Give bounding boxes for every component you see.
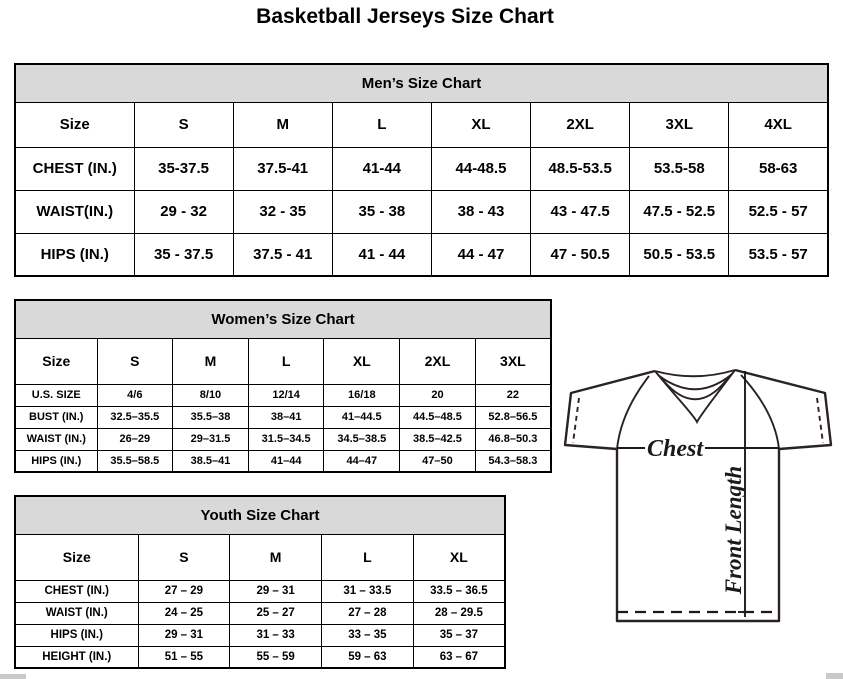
column-header: 3XL xyxy=(630,102,729,147)
table-cell: 38.5–42.5 xyxy=(400,428,476,450)
jersey-outline-path xyxy=(565,370,831,621)
table-cell: 50.5 - 53.5 xyxy=(630,233,729,276)
column-header: S xyxy=(97,338,173,384)
jersey-diagram xyxy=(563,360,839,626)
column-header: L xyxy=(322,534,414,580)
table-cell: 38 - 43 xyxy=(431,190,530,233)
table-cell: 35 - 38 xyxy=(332,190,431,233)
table-cell: 22 xyxy=(475,384,551,406)
womens-size-table xyxy=(14,299,552,473)
table-cell: 47 - 50.5 xyxy=(531,233,630,276)
column-header: M xyxy=(230,534,322,580)
page-title: Basketball Jerseys Size Chart xyxy=(256,5,554,28)
table-row xyxy=(15,624,505,646)
table-cell: 4/6 xyxy=(97,384,173,406)
mens-size-table xyxy=(14,63,829,277)
row-label: HEIGHT (IN.) xyxy=(15,646,138,668)
table-row xyxy=(15,64,828,102)
table-cell: 38.5–41 xyxy=(173,450,249,472)
row-label: U.S. SIZE xyxy=(15,384,97,406)
table-cell: 47.5 - 52.5 xyxy=(630,190,729,233)
table-cell: 41–44 xyxy=(248,450,324,472)
front-length-label: Front Length xyxy=(721,465,746,595)
column-header: 3XL xyxy=(475,338,551,384)
table-cell: 55 – 59 xyxy=(230,646,322,668)
horizontal-scrollbar-right-fragment[interactable] xyxy=(826,673,843,679)
chest-label: Chest xyxy=(646,436,704,462)
table-cell: 20 xyxy=(400,384,476,406)
table-row xyxy=(15,102,828,147)
table-cell: 24 – 25 xyxy=(138,602,230,624)
table-cell: 53.5 - 57 xyxy=(729,233,828,276)
table-cell: 33.5 – 36.5 xyxy=(413,580,505,602)
table-cell: 29 – 31 xyxy=(230,580,322,602)
table-cell: 31 – 33.5 xyxy=(322,580,414,602)
table-cell: 28 – 29.5 xyxy=(413,602,505,624)
table-row xyxy=(15,646,505,668)
table-cell: 26–29 xyxy=(97,428,173,450)
row-label: WAIST (IN.) xyxy=(15,428,97,450)
column-header: XL xyxy=(431,102,530,147)
table-cell: 48.5-53.5 xyxy=(531,147,630,190)
column-header: L xyxy=(332,102,431,147)
table-cell: 16/18 xyxy=(324,384,400,406)
column-header: Size xyxy=(15,338,97,384)
mens-table-title: Men’s Size Chart xyxy=(15,64,828,102)
table-row xyxy=(15,190,828,233)
table-cell: 41 - 44 xyxy=(332,233,431,276)
table-row xyxy=(15,233,828,276)
table-cell: 37.5-41 xyxy=(233,147,332,190)
column-header: XL xyxy=(413,534,505,580)
table-cell: 44 - 47 xyxy=(431,233,530,276)
table-cell: 44–47 xyxy=(324,450,400,472)
table-cell: 35.5–58.5 xyxy=(97,450,173,472)
horizontal-scrollbar-left-fragment[interactable] xyxy=(0,674,26,679)
table-cell: 58-63 xyxy=(729,147,828,190)
table-cell: 29–31.5 xyxy=(173,428,249,450)
table-cell: 37.5 - 41 xyxy=(233,233,332,276)
table-row xyxy=(15,338,551,384)
row-label: HIPS (IN.) xyxy=(15,233,134,276)
column-header: 4XL xyxy=(729,102,828,147)
table-cell: 47–50 xyxy=(400,450,476,472)
table-cell: 25 – 27 xyxy=(230,602,322,624)
row-label: BUST (IN.) xyxy=(15,406,97,428)
table-cell: 29 - 32 xyxy=(134,190,233,233)
table-cell: 59 – 63 xyxy=(322,646,414,668)
table-cell: 53.5-58 xyxy=(630,147,729,190)
row-label: CHEST (IN.) xyxy=(15,147,134,190)
row-label: HIPS (IN.) xyxy=(15,624,138,646)
youth-size-table xyxy=(14,495,506,669)
table-cell: 43 - 47.5 xyxy=(531,190,630,233)
column-header: M xyxy=(233,102,332,147)
table-cell: 35 – 37 xyxy=(413,624,505,646)
column-header: M xyxy=(173,338,249,384)
table-cell: 46.8–50.3 xyxy=(475,428,551,450)
table-cell: 33 – 35 xyxy=(322,624,414,646)
column-header: S xyxy=(138,534,230,580)
table-cell: 41–44.5 xyxy=(324,406,400,428)
table-cell: 44.5–48.5 xyxy=(400,406,476,428)
column-header: S xyxy=(134,102,233,147)
table-cell: 32.5–35.5 xyxy=(97,406,173,428)
table-cell: 35 - 37.5 xyxy=(134,233,233,276)
table-cell: 31.5–34.5 xyxy=(248,428,324,450)
womens-table-title: Women’s Size Chart xyxy=(15,300,551,338)
table-cell: 35-37.5 xyxy=(134,147,233,190)
table-cell: 34.5–38.5 xyxy=(324,428,400,450)
table-cell: 54.3–58.3 xyxy=(475,450,551,472)
column-header: Size xyxy=(15,102,134,147)
column-header: 2XL xyxy=(531,102,630,147)
table-cell: 27 – 28 xyxy=(322,602,414,624)
row-label: CHEST (IN.) xyxy=(15,580,138,602)
table-cell: 63 – 67 xyxy=(413,646,505,668)
table-cell: 51 – 55 xyxy=(138,646,230,668)
table-row xyxy=(15,534,505,580)
table-row xyxy=(15,428,551,450)
table-row xyxy=(15,300,551,338)
table-cell: 8/10 xyxy=(173,384,249,406)
table-cell: 12/14 xyxy=(248,384,324,406)
table-cell: 41-44 xyxy=(332,147,431,190)
table-row xyxy=(15,406,551,428)
table-row xyxy=(15,580,505,602)
table-row xyxy=(15,496,505,534)
table-cell: 44-48.5 xyxy=(431,147,530,190)
table-cell: 27 – 29 xyxy=(138,580,230,602)
table-cell: 38–41 xyxy=(248,406,324,428)
table-row xyxy=(15,450,551,472)
table-row xyxy=(15,147,828,190)
table-cell: 32 - 35 xyxy=(233,190,332,233)
row-label: WAIST(IN.) xyxy=(15,190,134,233)
table-cell: 52.5 - 57 xyxy=(729,190,828,233)
row-label: WAIST (IN.) xyxy=(15,602,138,624)
column-header: Size xyxy=(15,534,138,580)
table-row xyxy=(15,602,505,624)
table-cell: 29 – 31 xyxy=(138,624,230,646)
column-header: 2XL xyxy=(400,338,476,384)
column-header: L xyxy=(248,338,324,384)
table-cell: 31 – 33 xyxy=(230,624,322,646)
table-row xyxy=(15,384,551,406)
table-cell: 52.8–56.5 xyxy=(475,406,551,428)
table-cell: 35.5–38 xyxy=(173,406,249,428)
column-header: XL xyxy=(324,338,400,384)
youth-table-title: Youth Size Chart xyxy=(15,496,505,534)
row-label: HIPS (IN.) xyxy=(15,450,97,472)
